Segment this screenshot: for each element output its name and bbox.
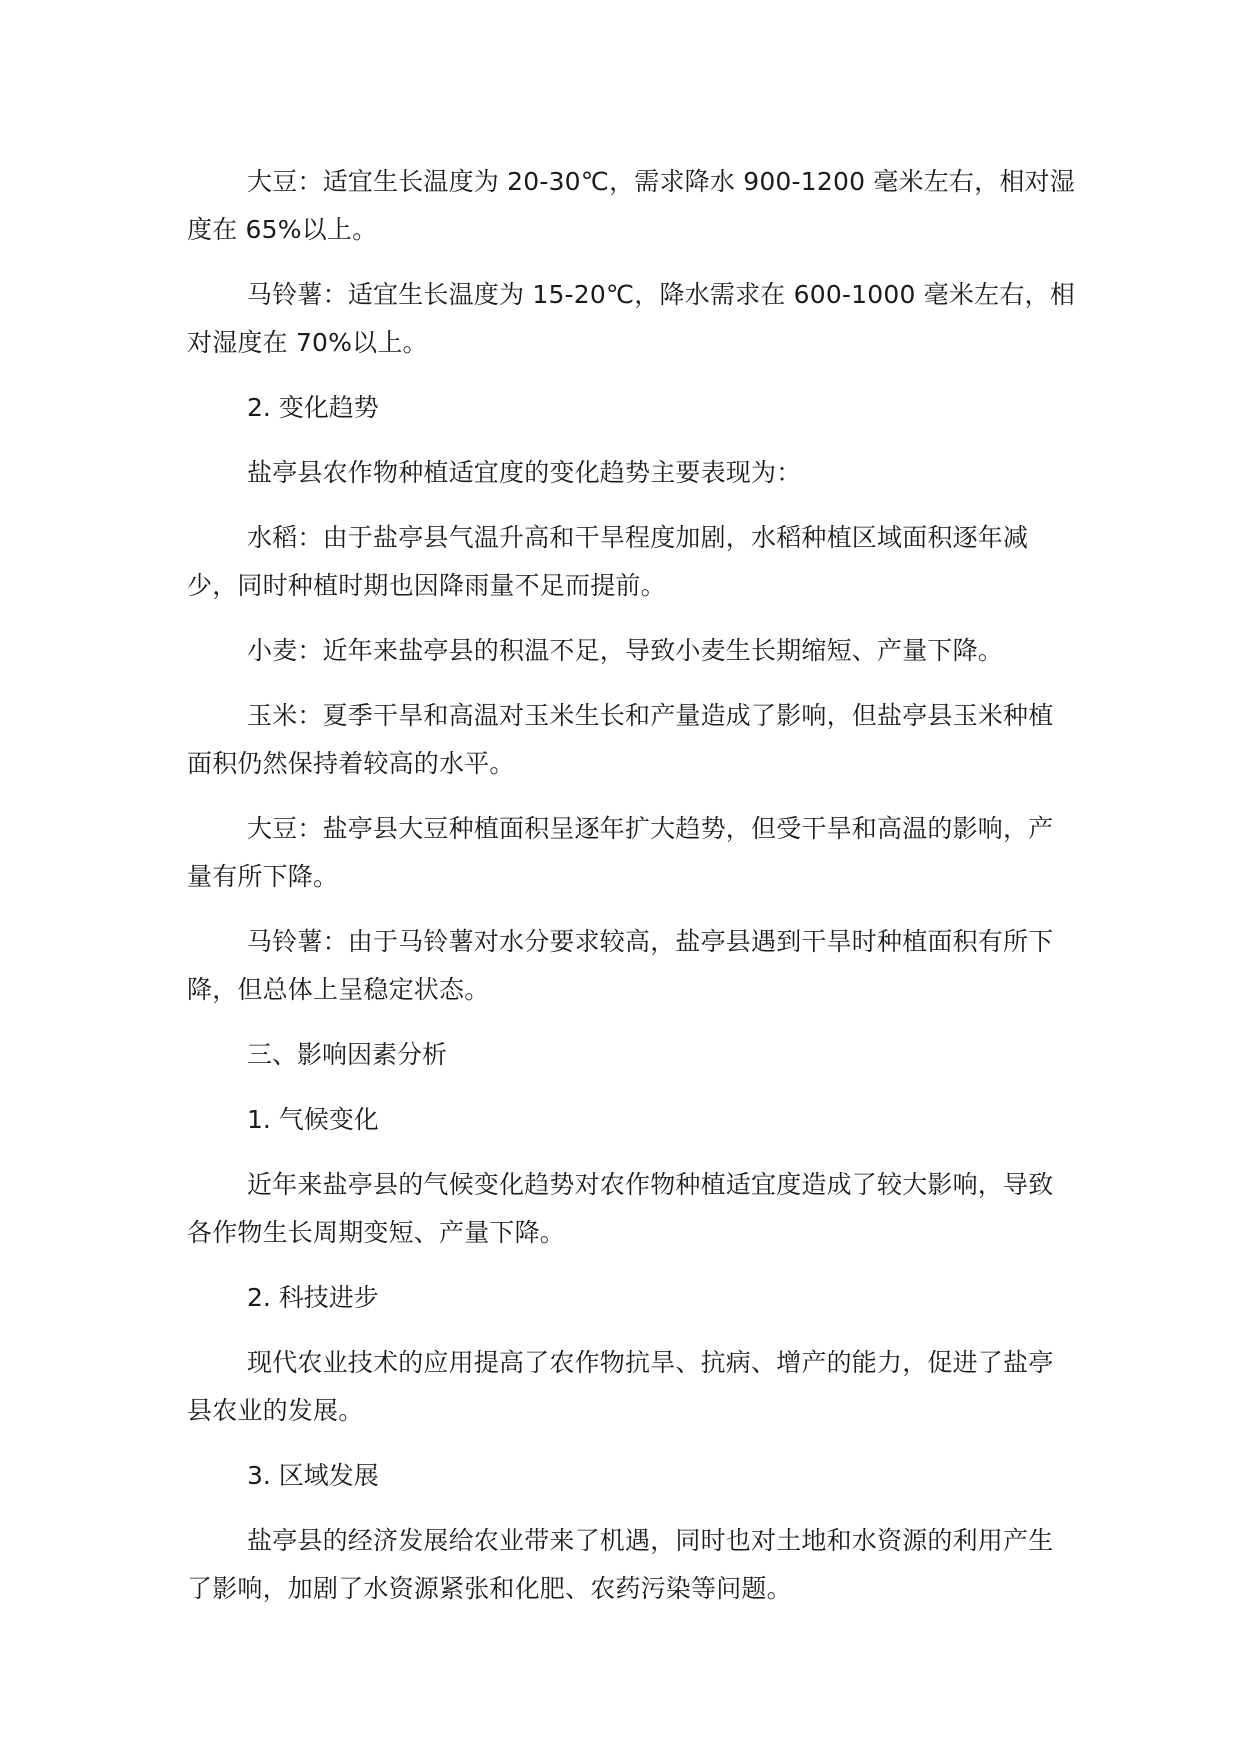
paragraph-soybean-trend: 大豆：盐亭县大豆种植面积呈逐年扩大趋势，但受干旱和高温的影响，产量有所下降。 [187,814,1054,891]
paragraph-corn-trend: 玉米：夏季干旱和高温对玉米生长和产量造成了影响，但盐亭县玉米种植面积仍然保持着较高的水平。 [187,701,1054,778]
paragraph-soybean-conditions: 大豆：适宜生长温度为 20-30℃，需求降水 900-1200 毫米左右，相对湿度在 65%以上。 [187,167,1075,244]
section-heading-factors: 三、影响因素分析 [247,1040,448,1069]
subheading-climate-change: 1. 气候变化 [247,1105,379,1134]
section-heading-trend: 2. 变化趋势 [247,393,379,422]
paragraph-potato-trend: 马铃薯：由于马铃薯对水分要求较高，盐亭县遇到干旱时种植面积有所下降，但总体上呈稳定状态。 [187,927,1054,1004]
subheading-regional-development: 3. 区域发展 [247,1461,379,1490]
paragraph-regional-development: 盐亭县的经济发展给农业带来了机遇，同时也对土地和水资源的利用产生了影响，加剧了水资源紧张和化肥、农药污染等问题。 [187,1526,1054,1603]
paragraph-wheat-trend: 小麦：近年来盐亭县的积温不足，导致小麦生长期缩短、产量下降。 [247,636,1004,665]
paragraph-trend-intro: 盐亭县农作物种植适宜度的变化趋势主要表现为： [247,458,802,487]
paragraph-climate-change: 近年来盐亭县的气候变化趋势对农作物种植适宜度造成了较大影响，导致各作物生长周期变短、产量下降。 [187,1170,1054,1247]
paragraph-potato-conditions: 马铃薯：适宜生长温度为 15-20℃，降水需求在 600-1000 毫米左右，相对湿度在 70%以上。 [187,280,1075,357]
subheading-technology: 2. 科技进步 [247,1283,379,1312]
paragraph-technology: 现代农业技术的应用提高了农作物抗旱、抗病、增产的能力，促进了盐亭县农业的发展。 [187,1348,1054,1425]
document-body [187,158,1077,1613]
paragraph-rice-trend: 水稻：由于盐亭县气温升高和干旱程度加剧，水稻种植区域面积逐年减少，同时种植时期也因降雨量不足而提前。 [187,523,1029,600]
